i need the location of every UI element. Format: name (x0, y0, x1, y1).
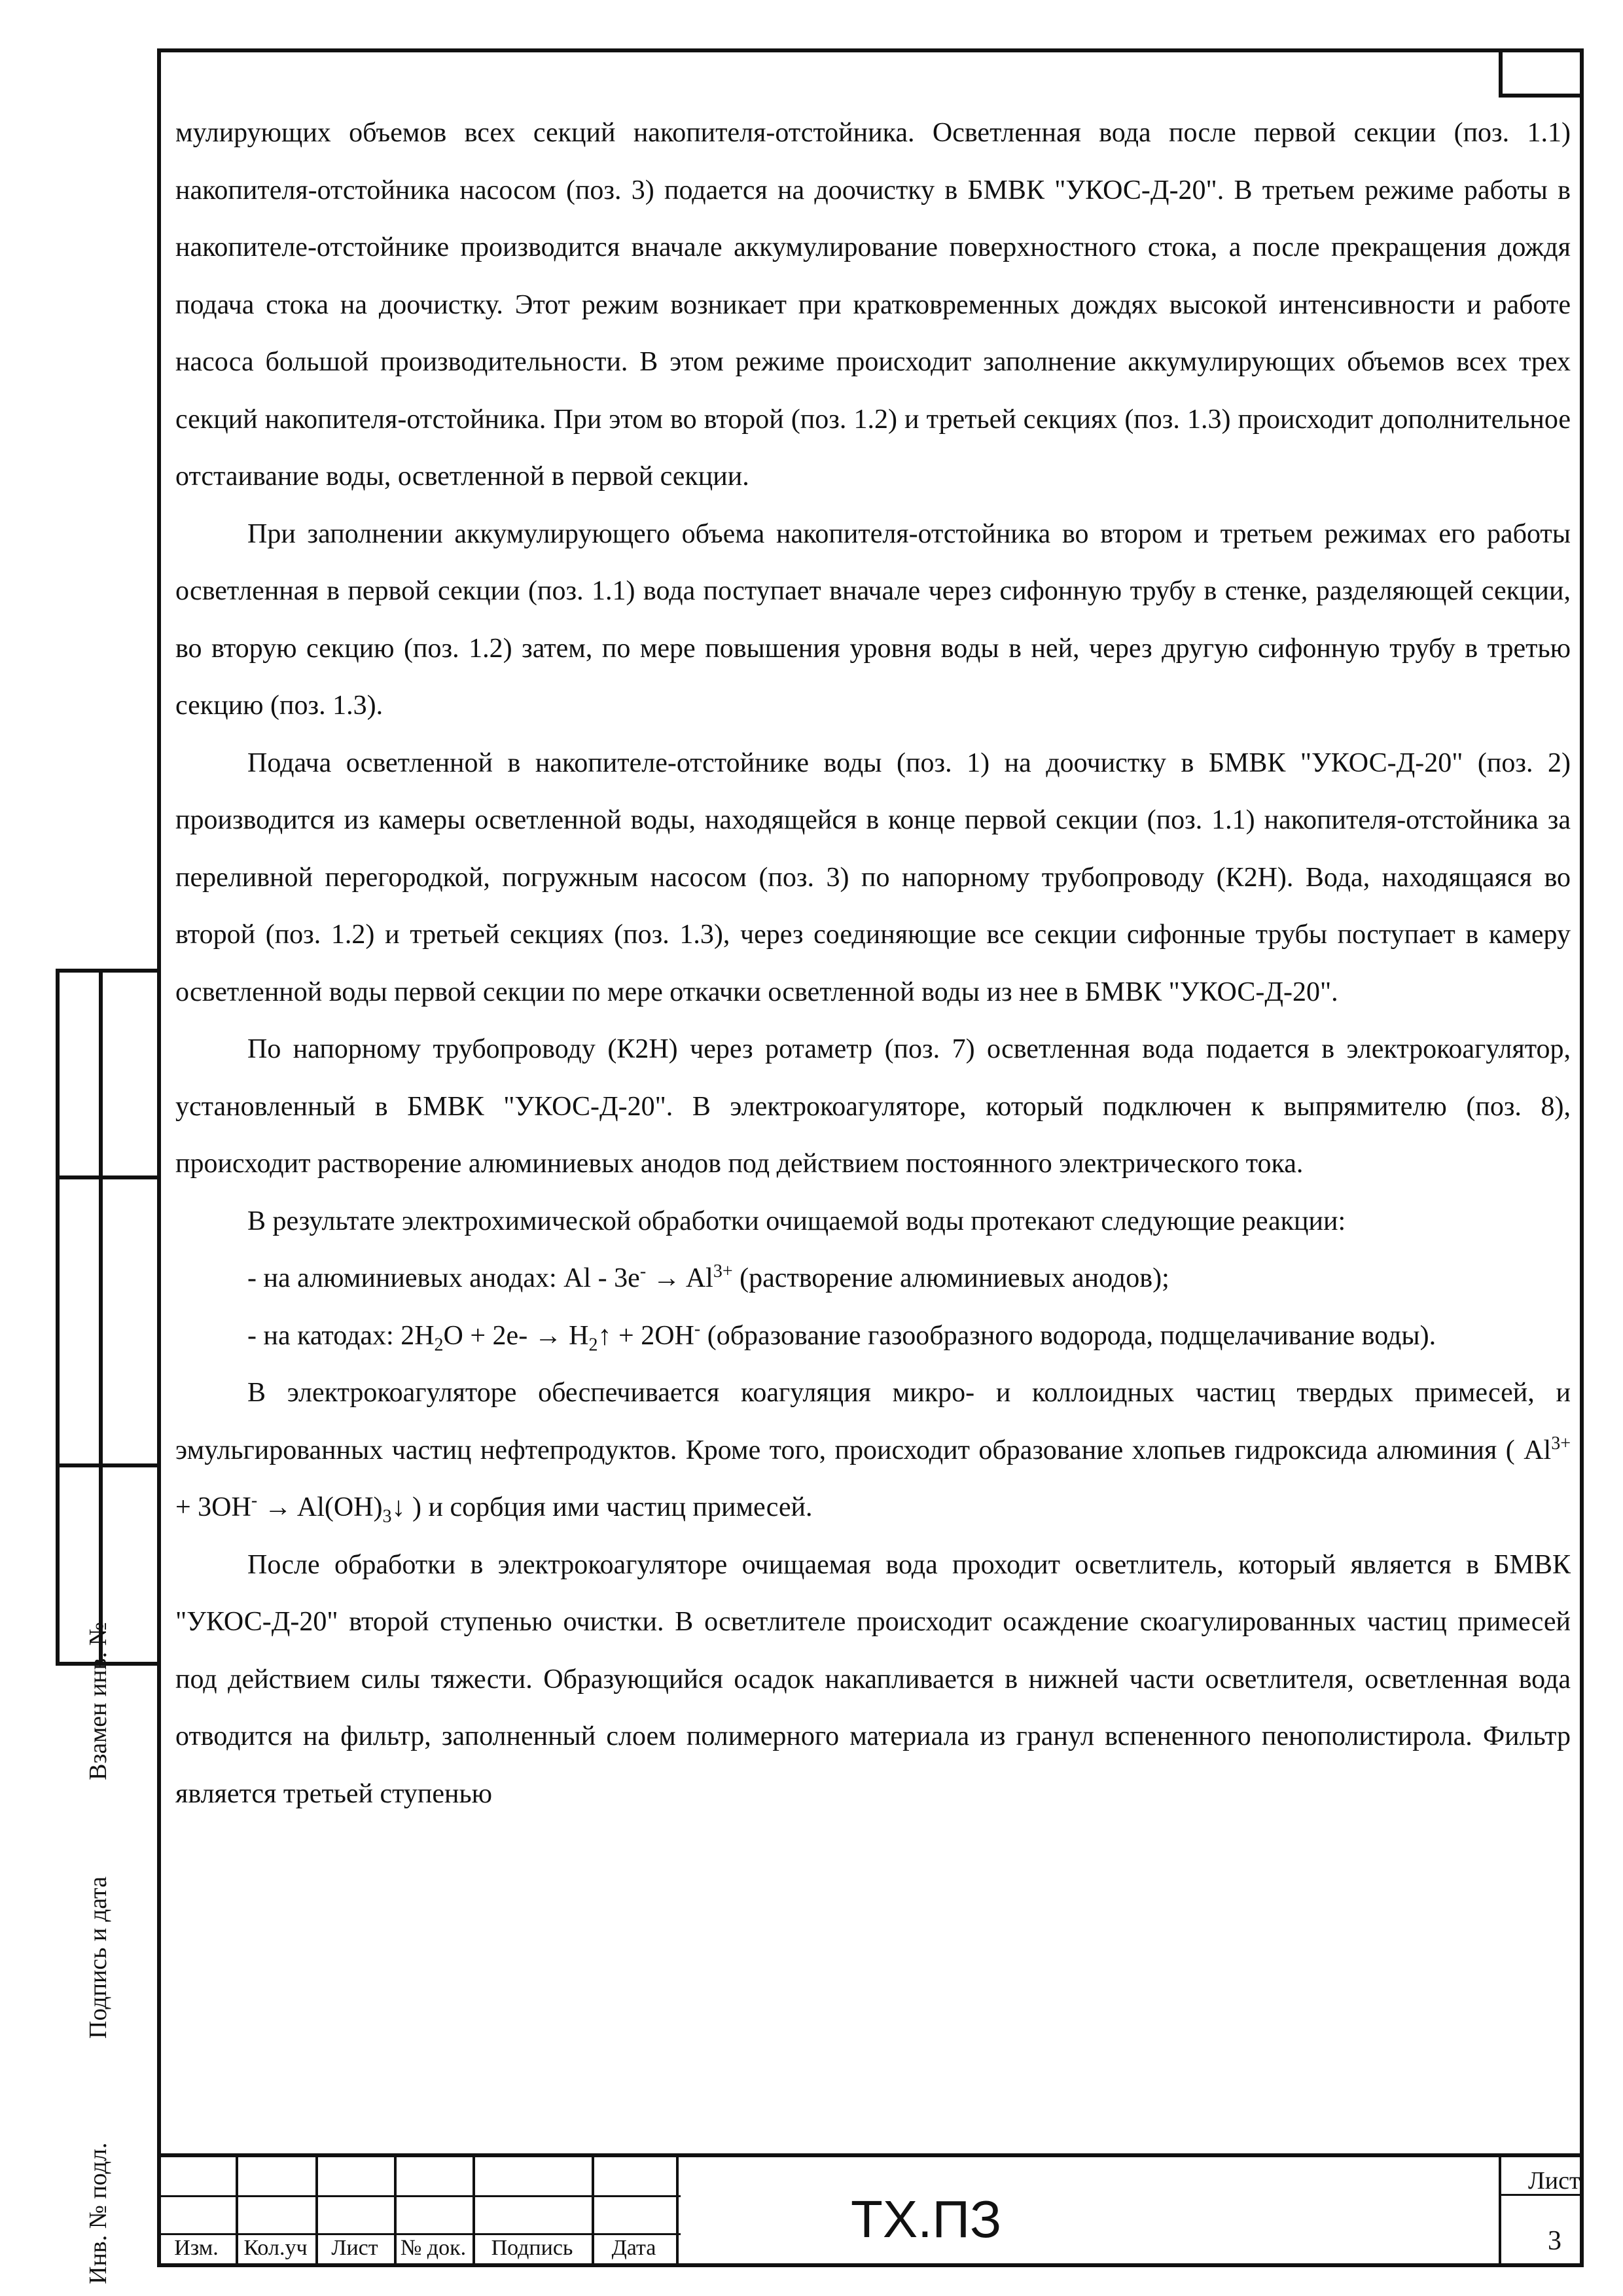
paragraph-5: В результате электрохимической обработки очищаемой воды протекают следующие реакции: (247, 1206, 1346, 1236)
reaction-anode: - на алюминиевых анодах: $Al - 3e^- \to Al^{3+}$ (растворение алюминиевых анодов); (247, 1261, 1169, 1293)
paragraph-4: По напорному трубопроводу (К2Н) через ротаметр (поз. 7) осветленная вода подается в электрокоагулятор, установленный в БМВК "УКОС-Д-20". В электрокоагуляторе, который подключен к выпрямителю (поз. 8), происходит растворение алюминиевых анодов под действием постоянного электрического тока. (175, 1034, 1571, 1179)
paragraph-2: При заполнении аккумулирующего объема накопителя-отстойника во втором и третьем режимах его работы осветленная в первой секции (поз. 1.1) вода поступает вначале через сифонную трубу в стенке, разделяющей секции, во вторую секцию (поз. 1.2) затем, по мере повышения уровня воды в ней, через другую сифонную трубу в третью секцию (поз. 1.3). (175, 518, 1571, 721)
sheet-number: 3 (1548, 2226, 1561, 2256)
reaction-cathode: - на катодах: $2H_2O + 2e-$ → $H_2↑ + 2OH^-$ (образование газообразного водорода, подщелачивание воды). (247, 1318, 1436, 1355)
sheet-label: Лист (1528, 2167, 1580, 2195)
stamp-col-data: Дата (611, 2236, 656, 2260)
body-text (175, 105, 1571, 1823)
document-code: ТХ.ПЗ (851, 2190, 1002, 2248)
stamp-col-podpis: Подпись (491, 2236, 573, 2260)
approval-strip (56, 969, 158, 1666)
label-podpis-data: Подпись и дата (84, 1876, 112, 2039)
stamp-col-list: Лист (331, 2236, 378, 2260)
paragraph-1: мулирующих объемов всех секций накопителя-отстойника. Осветленная вода после первой секции (поз. 1.1) накопителя-отстойника насосом (поз. 3) подается на доочистку в БМВК "УКОС-Д-20". В третьем режиме работы в накопителе-отстойнике производится вначале аккумулирование поверхностного стока, а после прекращения дождя подача стока на доочистку. Этот режим возникает при кратковременных дождях высокой интенсивности и работе насоса большой производительности. В этом режиме происходит заполнение аккумулирующих объемов всех трех секций накопителя-отстойника. При этом во второй (поз. 1.2) и третьей секциях (поз. 1.3) происходит дополнительное отстаивание воды, осветленной в первой секции. (175, 118, 1571, 492)
label-inv-podl: Инв. № подл. (84, 2142, 112, 2284)
paragraph-coagulation: В электрокоагуляторе обеспечивается коагуляция микро- и коллоидных частиц твердых примесей, и эмульгированных частиц нефтепродуктов. Кроме того, происходит образование хлопьев гидроксида алюминия ( $Al^{3+} + 3OH^-$ → $Al(OH)_3↓$ ) и сорбция ими частиц примесей. (175, 1378, 1571, 1527)
page-frame (157, 48, 1584, 2267)
stamp-col-no-dok: № док. (400, 2236, 467, 2260)
stamp-col-izm: Изм. (174, 2236, 219, 2260)
corner-box (1499, 48, 1584, 98)
paragraph-last: После обработки в электрокоагуляторе очищаемая вода проходит осветлитель, который является в БМВК "УКОС-Д-20" второй ступенью очистки. В осветлителе происходит осаждение скоагулированных частиц примесей под действием силы тяжести. Образующийся осадок накапливается в нижней части осветлителя, осветленная вода отводится на фильтр, заполненный слоем полимерного материала из гранул вспененного пенополистирола. Фильтр является третьей ступенью (175, 1549, 1571, 1809)
label-vzamen-inv: Взамен инв. № (84, 1622, 112, 1780)
paragraph-3: Подача осветленной в накопителе-отстойнике воды (поз. 1) на доочистку в БМВК "УКОС-Д-20" (поз. 2) производится из камеры осветленной воды, находящейся в конце первой секции (поз. 1.1) накопителя-отстойника за переливной перегородкой, погружным насосом (поз. 3) по напорному трубопроводу (К2Н). Вода, находящаяся во второй (поз. 1.2) и третьей секциях (поз. 1.3), через соединяющие все секции сифонные трубы поступает в камеру осветленной воды первой секции по мере откачки осветленной воды из нее в БМВК "УКОС-Д-20". (175, 747, 1571, 1007)
stamp-col-kol-uch: Кол.уч (243, 2236, 308, 2260)
